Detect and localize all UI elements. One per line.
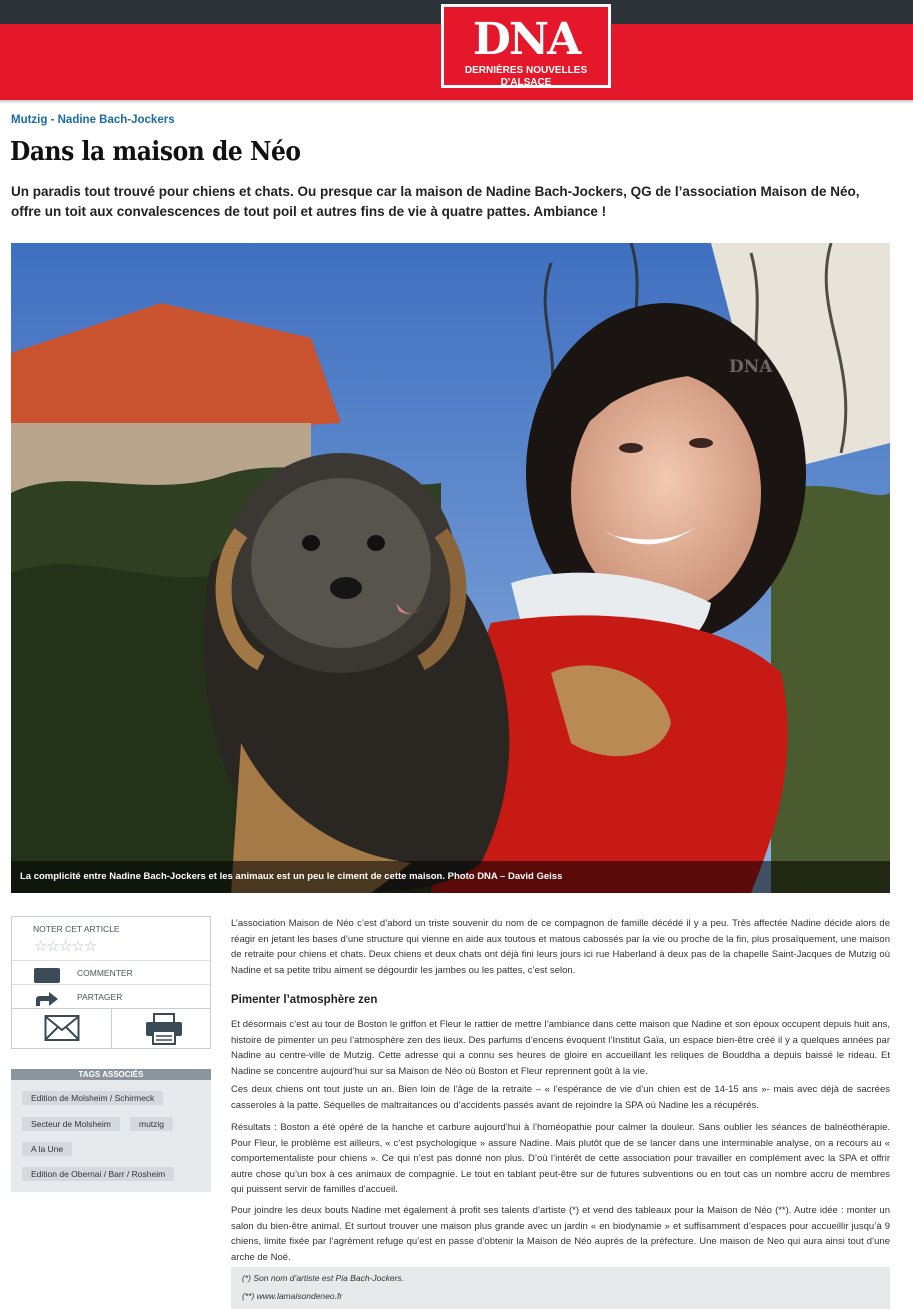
photo-watermark: DNA [729, 357, 773, 377]
printer-icon [144, 1013, 184, 1045]
tag[interactable]: A la Une [22, 1142, 72, 1156]
divider [12, 960, 210, 961]
email-button[interactable] [12, 1009, 111, 1049]
footnote: (*) Son nom d’artiste est Pia Bach-Jockers. [242, 1273, 405, 1283]
share-icon[interactable] [34, 991, 60, 1007]
photo-caption-bar [11, 861, 890, 893]
rating-stars[interactable]: ☆☆☆☆☆ [34, 937, 97, 955]
article-notes [231, 1267, 890, 1309]
article-paragraph: Et désormais c’est au tour de Boston le griffon et Fleur le rattier de mettre l’ambiance dans cette maison que Nadine et son époux occupent depuis huit ans, histoire de pimenter un peu l’atmosphère zen des lieux. Des parfums d’encens évoquent l’Institut Gaïa, un espace bien-être créé il y a quelques années par Nadine au centre-ville de Mutzig. Cette adresse qui a connu ses heures de gloire en accueillant les reliques de Bouddha a depuis baissé le rideau. Et Nadine se concentre aujourd’hui sur sa Maison de Néo où Boston et Fleur reprennent goût à la vie. [231, 1019, 890, 1077]
article-paragraph: Ces deux chiens ont tout juste un an. Bien loin de l’âge de la retraite – « l’espérance de vie d’un chien est de 14-15 ans »- mais avec déjà de sacrées casseroles à la patte. Séquelles de maltraitances ou d’accidents passés avant de rejoindre la SPA où Nadine les a récupérés. [231, 1084, 890, 1111]
article-actions-box [11, 916, 211, 1049]
divider [12, 984, 210, 985]
logo-subtitle: DERNIÈRES NOUVELLES D'ALSACE [464, 65, 588, 88]
article-photo[interactable] [11, 243, 890, 893]
photo-illustration [11, 243, 890, 893]
article-kicker[interactable]: Mutzig - Nadine Bach-Jockers [11, 114, 175, 126]
article-lead: Un paradis tout trouvé pour chiens et chats. Ou presque car la maison de Nadine Bach-Jockers, QG de l’association Maison de Néo, offre un toit aux convalescences de tout poil et autres fins de vie à quatre pattes. Ambiance ! [11, 184, 860, 219]
tag[interactable]: Edition de Molsheim / Schirmeck [22, 1091, 163, 1105]
print-button[interactable] [111, 1009, 210, 1049]
rate-article-label: NOTER CET ARTICLE [33, 924, 120, 934]
comment-icon[interactable] [34, 968, 60, 983]
share-link[interactable]: PARTAGER [77, 992, 123, 1002]
logo-main-text: DNA [472, 14, 580, 65]
tag[interactable]: Edition de Obernai / Barr / Rosheim [22, 1167, 174, 1181]
article-paragraph: L’association Maison de Néo c’est d’abord un triste souvenir du nom de ce compagnon de famille décédé il y a peu. Très affectée Nadine décide alors de réagir en jetant les bases d’une structure qui vienne en aide aux toutous et matous cabossés par la vie ou proche de la fin, plus prosaïquement, une maison de retraite pour chiens et chats. Deux chiens et deux chats ont déjà fini leurs jours ici rue Haberland à deux pas de la chapelle Saint-Jacques de Mutzig où Nadine et sa petite tribu aiment se dégourdir les jambes ou les pattes, c’est selon. [231, 918, 890, 976]
tag[interactable]: mutzig [130, 1117, 173, 1131]
related-tags-box [11, 1069, 211, 1192]
article-paragraph: Résultats : Boston a été opéré de la hanche et carbure aujourd’hui à l’homéopathie pour calmer la douleur. Sans oublier les séances de balnéothérapie. Pour Fleur, le problème est ailleurs, « c’est psychologique » assure Nadine. Mais plutôt que de se lancer dans une interminable analyse, on a recours au « comportementaliste pour chiens ». Ce qui n’est pas donné non plus. D’où l’intérêt de cette association pour travailler en complément avec la SPA et offrir autre chose qu’un box à ces animaux de compagnie. Le tout en tablant peut-être sur de futures subventions ou en tout cas un nombre accru de membres qui puissent servir de familles d’accueil. [231, 1122, 890, 1195]
photo-caption: La complicité entre Nadine Bach-Jockers et les animaux est un peu le ciment de cette maison. Photo DNA – David Geiss [20, 871, 563, 882]
tag[interactable]: Secteur de Molsheim [22, 1117, 120, 1131]
mail-icon [44, 1013, 80, 1043]
header-shadow [0, 100, 913, 104]
footnote-link[interactable]: (**) www.lamaisondeneo.fr [242, 1291, 343, 1301]
comment-link[interactable]: COMMENTER [77, 968, 133, 978]
article-title: Dans la maison de Néo [10, 137, 301, 167]
tags-heading: TAGS ASSOCIÉS [11, 1069, 211, 1080]
article-subheading: Pimenter l’atmosphère zen [231, 994, 378, 1006]
article-paragraph: Pour joindre les deux bouts Nadine met également à profit ses talents d’artiste (*) et vend des tableaux pour la Maison de Néo (**). Autre idée : monter un salon du bien-être animal. Et surtout trouver une maison plus grande avec un jardin « en biodynamie » et suffisamment d’espaces pour accueillir jusqu’à 9 chiens, limite fixée par l’agrément refuge qu’est en passe d’obtenir la Maison de Néo auprès de la préfecture. Une maison de Neo qui aura ainsi tout d’une arche de Noë. [231, 1205, 890, 1263]
site-logo[interactable] [441, 4, 611, 88]
